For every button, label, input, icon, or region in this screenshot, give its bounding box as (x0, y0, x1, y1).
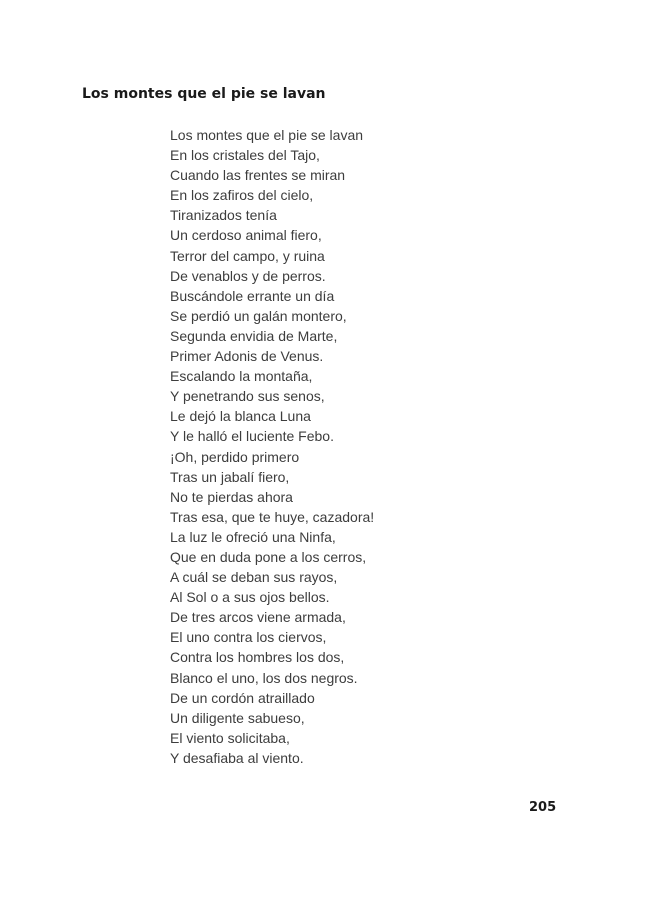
poem-line: No te pierdas ahora (170, 488, 293, 505)
poem-line: Terror del campo, y ruina (170, 247, 325, 264)
poem-line: El uno contra los ciervos, (170, 629, 327, 646)
poem-line: Primer Adonis de Venus. (170, 348, 324, 365)
poem-line: Tras esa, que te huye, cazadora! (170, 508, 375, 525)
poem-line: De venablos y de perros. (170, 267, 326, 284)
poem-line: Buscándole errante un día (170, 287, 335, 304)
poem-line: La luz le ofreció una Ninfa, (170, 528, 336, 545)
poem-line: Se perdió un galán montero, (170, 307, 347, 324)
poem-line: En los cristales del Tajo, (170, 147, 320, 164)
poem-line: Tiranizados tenía (170, 207, 277, 224)
poem-line: Y le halló el luciente Febo. (170, 428, 334, 445)
poem-line: Contra los hombres los dos, (170, 649, 345, 666)
poem-title: Los montes que el pie se lavan (82, 86, 326, 102)
poem-line: De tres arcos viene armada, (170, 609, 346, 626)
poem-line: A cuál se deban sus rayos, (170, 569, 338, 586)
poem-line: ¡Oh, perdido primero (170, 448, 300, 465)
poem-line: Un diligente sabueso, (170, 709, 305, 726)
poem-line: Y desafiaba al viento. (170, 749, 304, 766)
poem-line: Escalando la montaña, (170, 368, 313, 385)
poem-line: De un cordón atraillado (170, 689, 315, 706)
poem-line: Al Sol o a sus ojos bellos. (170, 589, 330, 606)
poem-line: Segunda envidia de Marte, (170, 327, 338, 344)
poem-line: Un cerdoso animal fiero, (170, 227, 322, 244)
poem-line: El viento solicitaba, (170, 729, 290, 746)
poem-line: Blanco el uno, los dos negros. (170, 669, 358, 686)
poem-line: Que en duda pone a los cerros, (170, 548, 367, 565)
poem-body (170, 125, 374, 768)
poem-line: Y penetrando sus senos, (170, 388, 325, 405)
poem-line: Cuando las frentes se miran (170, 167, 346, 184)
poem-line: Tras un jabalí fiero, (170, 468, 290, 485)
poem-line: Le dejó la blanca Luna (170, 408, 311, 425)
poem-line: Los montes que el pie se lavan (170, 127, 364, 143)
poem-line: En los zafiros del cielo, (170, 187, 314, 204)
page-number: 205 (529, 800, 557, 815)
